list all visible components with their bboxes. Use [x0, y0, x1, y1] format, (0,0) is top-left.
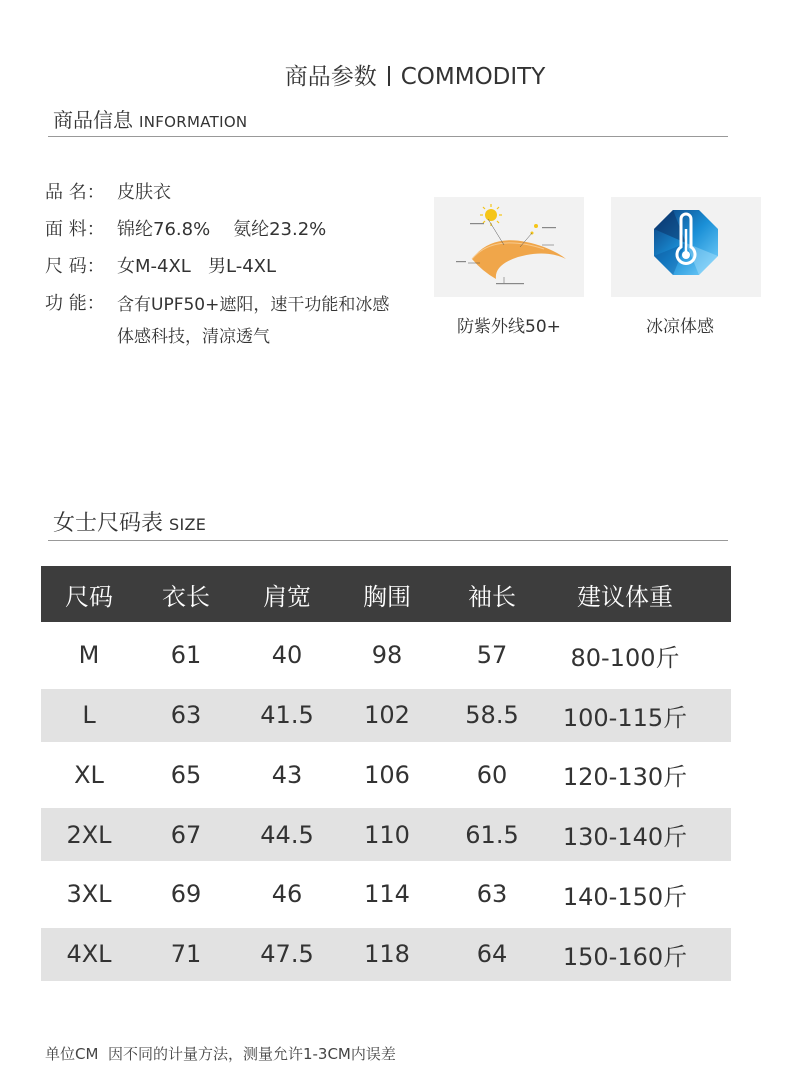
param-value: 含有UPF50+遮阳，速干功能和冰感体感科技，清凉透气 — [117, 295, 390, 347]
feature-caption-uv: 防紫外线50+ — [457, 317, 561, 337]
cell-sleeve: 64 — [476, 940, 508, 968]
table-row — [41, 861, 731, 928]
cell-length: 61 — [170, 641, 202, 670]
cell-size: 2XL — [66, 820, 112, 849]
table-row — [41, 928, 731, 981]
table-row — [41, 742, 731, 809]
table-row — [41, 622, 731, 689]
header-length: 衣长 — [162, 582, 210, 611]
cell-weight: 150-160斤 — [562, 942, 688, 971]
param-label: 功 能： — [45, 293, 105, 314]
info-section-heading — [53, 104, 247, 133]
param-name — [45, 178, 171, 208]
param-value: 女M-4XL 男L-4XL — [117, 256, 277, 277]
cell-sleeve: 60 — [476, 760, 508, 789]
param-label: 面 料： — [45, 219, 105, 240]
size-section-rule — [48, 540, 728, 541]
cell-chest: 114 — [364, 880, 410, 909]
cell-weight: 140-150斤 — [562, 882, 688, 911]
param-size — [45, 252, 277, 282]
header-weight: 建议体重 — [577, 582, 673, 611]
cell-weight: 130-140斤 — [562, 823, 688, 851]
cell-sleeve: 57 — [476, 641, 508, 670]
header-sleeve: 袖长 — [468, 582, 516, 611]
cell-shoulder: 43 — [271, 760, 303, 789]
size-section-title-cn: 女士尺码表 — [53, 511, 164, 536]
cell-weight: 120-130斤 — [562, 763, 688, 792]
cell-sleeve: 58.5 — [465, 701, 519, 729]
cell-size: XL — [74, 760, 104, 789]
header-chest: 胸围 — [363, 582, 411, 611]
cell-size: L — [82, 701, 96, 729]
thermometer-cooling-icon — [611, 197, 761, 297]
title-divider — [388, 66, 390, 86]
uv-protection-fabric-icon — [434, 197, 584, 297]
table-row — [41, 689, 731, 742]
cell-size: M — [78, 641, 100, 670]
size-table — [41, 566, 731, 981]
cell-length: 69 — [170, 880, 202, 909]
cell-shoulder: 47.5 — [260, 940, 314, 968]
cell-shoulder: 41.5 — [260, 701, 314, 729]
info-section-title-cn: 商品信息 — [53, 108, 133, 132]
info-section-title-en: INFORMATION — [139, 113, 248, 131]
cell-chest: 118 — [364, 940, 410, 968]
param-value: 锦纶76.8% 氨纶23.2% — [117, 219, 327, 240]
cell-length: 63 — [170, 701, 202, 729]
page-title-en: COMMODITY — [400, 64, 546, 90]
cell-length: 71 — [170, 940, 202, 968]
table-row — [41, 808, 731, 861]
cell-shoulder: 46 — [271, 880, 303, 909]
measurement-footnote: 单位CM 因不同的计量方法，测量允许1-3CM内误差 — [45, 1045, 396, 1063]
size-section-heading — [53, 506, 206, 537]
cell-shoulder: 40 — [271, 641, 303, 670]
param-function — [45, 289, 390, 347]
cell-sleeve: 61.5 — [465, 820, 519, 849]
size-section-title-en: SIZE — [169, 515, 207, 534]
cell-size: 3XL — [66, 880, 112, 909]
param-fabric — [45, 215, 327, 245]
cell-weight: 80-100斤 — [570, 643, 680, 672]
cell-sleeve: 63 — [476, 880, 508, 909]
cell-chest: 110 — [364, 820, 410, 849]
param-value: 皮肤衣 — [117, 182, 171, 203]
page-title-cn: 商品参数 — [284, 64, 377, 90]
param-label: 尺 码： — [45, 256, 105, 277]
cell-length: 67 — [170, 820, 202, 849]
size-table-header — [41, 566, 731, 622]
page-title — [0, 58, 790, 91]
cell-size: 4XL — [66, 940, 112, 968]
feature-caption-cooling: 冰凉体感 — [646, 317, 714, 337]
param-label: 品 名： — [45, 182, 105, 203]
cell-chest: 102 — [364, 701, 410, 729]
header-shoulder: 肩宽 — [263, 582, 311, 611]
sun-icon — [480, 204, 502, 226]
cell-weight: 100-115斤 — [562, 703, 688, 732]
header-size: 尺码 — [65, 582, 113, 611]
info-section-rule — [48, 136, 728, 137]
cell-shoulder: 44.5 — [260, 820, 314, 849]
cell-length: 65 — [170, 760, 202, 789]
cell-chest: 106 — [364, 760, 410, 789]
cell-chest: 98 — [371, 641, 403, 670]
